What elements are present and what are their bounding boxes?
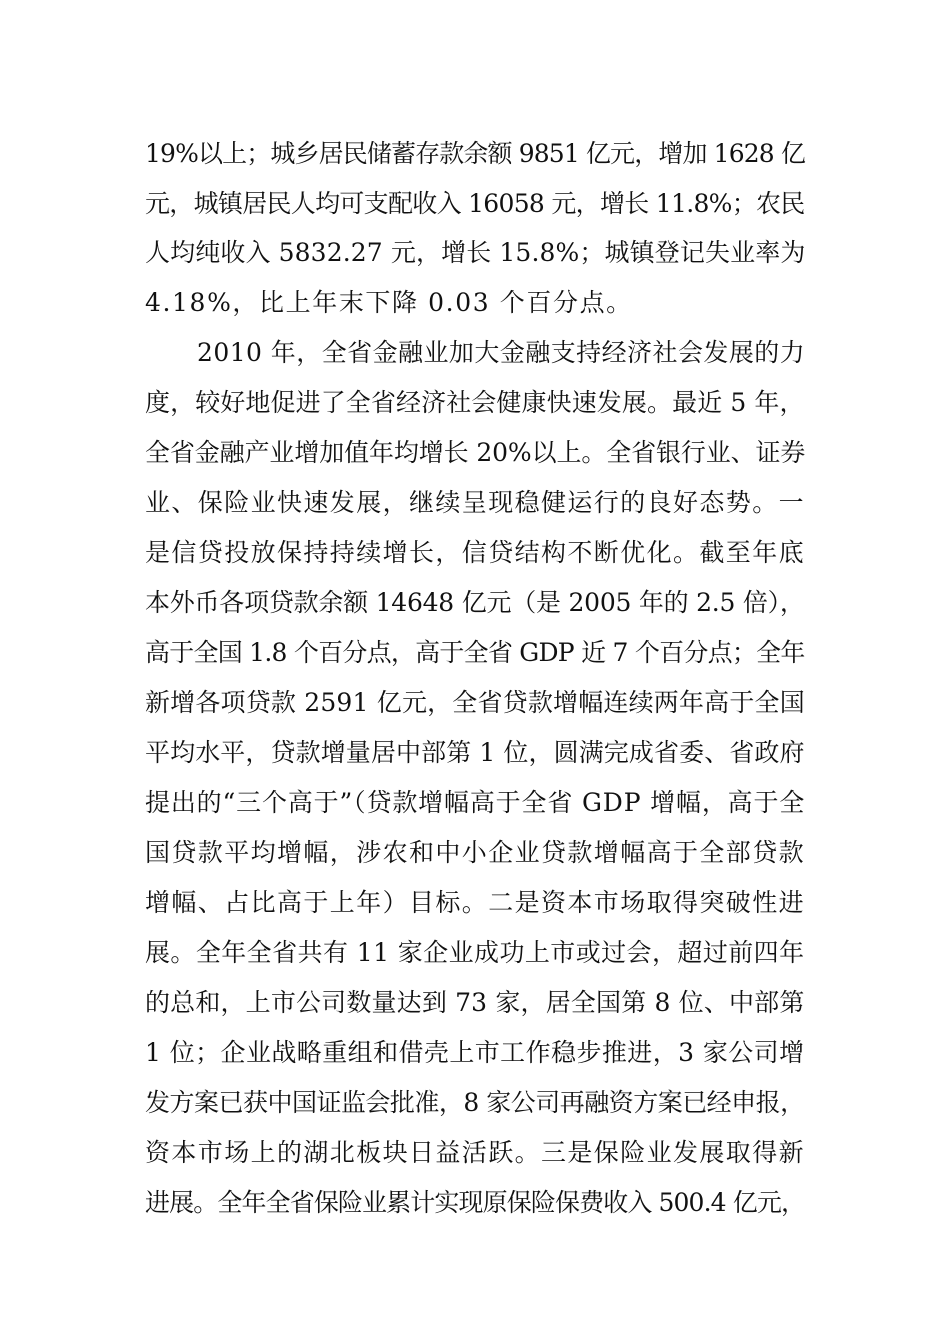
- paragraph-first-line: 2010 年，全省金融业加大金融支持经济社会发展的力: [197, 338, 806, 367]
- text-line: 19%以上；城乡居民储蓄存款余额 9851 亿元，增加 1628 亿: [145, 139, 806, 168]
- text-line: 是信贷投放保持持续增长，信贷结构不断优化。截至年底: [145, 538, 806, 567]
- text-line: 人均纯收入 5832.27 元，增长 15.8%；城镇登记失业率为: [145, 238, 806, 267]
- text-line: 4.18%，比上年末下降 0.03 个百分点。: [145, 288, 633, 317]
- text-line: 1 位；企业战略重组和借壳上市工作稳步推进，3 家公司增: [145, 1038, 805, 1067]
- text-line: 增幅、占比高于上年）目标。二是资本市场取得突破性进: [145, 888, 806, 917]
- text-line: 资本市场上的湖北板块日益活跃。三是保险业发展取得新: [145, 1138, 806, 1167]
- text-line: 业、保险业快速发展，继续呈现稳健运行的良好态势。一: [145, 488, 806, 517]
- text-line: 国贷款平均增幅，涉农和中小企业贷款增幅高于全部贷款: [145, 838, 806, 867]
- text-line: 展。全年全省共有 11 家企业成功上市或过会，超过前四年: [145, 938, 805, 967]
- text-line: 度，较好地促进了全省经济社会健康快速发展。最近 5 年，: [145, 388, 805, 417]
- text-line: 高于全国 1.8 个百分点，高于全省 GDP 近 7 个百分点；全年: [145, 638, 805, 667]
- text-line: 全省金融产业增加值年均增长 20%以上。全省银行业、证券: [145, 438, 806, 467]
- text-line: 元，城镇居民人均可支配收入 16058 元，增长 11.8%；农民: [145, 189, 805, 218]
- text-line: 平均水平，贷款增量居中部第 1 位，圆满完成省委、省政府: [145, 738, 805, 767]
- text-line: 发方案已获中国证监会批准，8 家公司再融资方案已经申报，: [145, 1088, 805, 1117]
- text-line: 的总和，上市公司数量达到 73 家，居全国第 8 位、中部第: [145, 988, 805, 1017]
- text-line: 进展。全年全省保险业累计实现原保险保费收入 500.4 亿元，: [145, 1188, 806, 1217]
- text-line: 新增各项贷款 2591 亿元，全省贷款增幅连续两年高于全国: [145, 688, 805, 717]
- text-line: 本外币各项贷款余额 14648 亿元（是 2005 年的 2.5 倍），: [145, 588, 805, 617]
- text-line: 提出的“三个高于”（贷款增幅高于全省 GDP 增幅，高于全: [145, 788, 806, 817]
